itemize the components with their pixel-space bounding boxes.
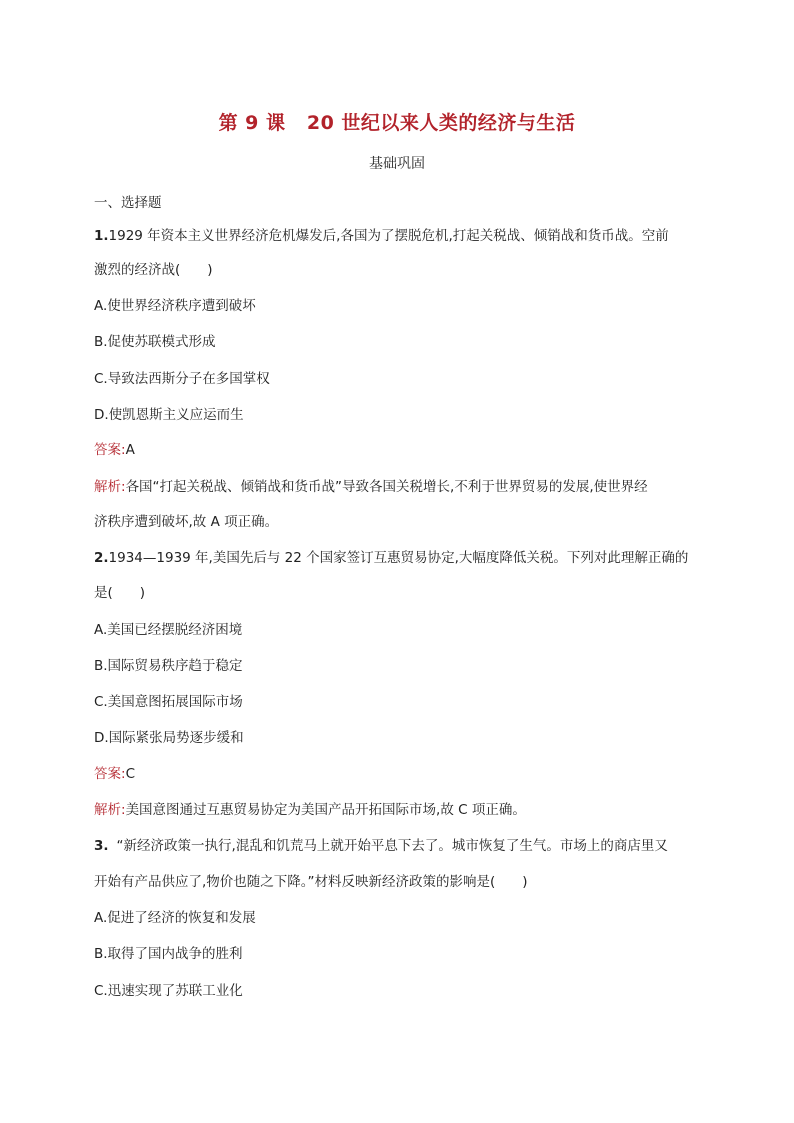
question-1-option-b: B.促使苏联模式形成 bbox=[94, 334, 216, 350]
question-1-analysis-line-2: 济秩序遭到破坏,故 A 项正确。 bbox=[94, 514, 279, 530]
question-3-number: 3. bbox=[94, 838, 109, 854]
question-2-option-b: B.国际贸易秩序趋于稳定 bbox=[94, 658, 243, 674]
question-2-analysis-line-1 bbox=[94, 800, 526, 820]
question-2-option-a: A.美国已经摆脱经济困境 bbox=[94, 622, 243, 638]
question-3-option-c: C.迅速实现了苏联工业化 bbox=[94, 983, 243, 999]
question-1-analysis-line-1 bbox=[94, 477, 648, 497]
question-3-option-b: B.取得了国内战争的胜利 bbox=[94, 946, 243, 962]
question-2-analysis-text-1: 美国意图通过互惠贸易协定为美国产品开拓国际市场,故 C 项正确。 bbox=[125, 802, 526, 818]
question-1-option-d: D.使凯恩斯主义应运而生 bbox=[94, 407, 244, 423]
analysis-label: 解析: bbox=[94, 802, 126, 818]
answer-label: 答案: bbox=[94, 766, 126, 782]
question-3-stem-line-1 bbox=[94, 836, 668, 856]
question-1-number: 1. bbox=[94, 228, 109, 244]
answer-label: 答案: bbox=[94, 442, 126, 458]
question-1-stem-text-1: 1929 年资本主义世界经济危机爆发后,各国为了摆脱危机,打起关税战、倾销战和货币战。空前 bbox=[108, 228, 669, 244]
question-2-stem-text-1: 1934—1939 年,美国先后与 22 个国家签订互惠贸易协定,大幅度降低关税。下列对此理解正确的 bbox=[108, 550, 689, 566]
question-1-option-a: A.使世界经济秩序遭到破坏 bbox=[94, 298, 256, 314]
question-1-analysis-text-1: 各国“打起关税战、倾销战和货币战”导致各国关税增长,不利于世界贸易的发展,使世界经 bbox=[125, 479, 648, 495]
section-subtitle: 基础巩固 bbox=[369, 156, 425, 172]
question-2-option-c: C.美国意图拓展国际市场 bbox=[94, 694, 243, 710]
question-1-answer bbox=[94, 440, 135, 460]
question-1-answer-value: A bbox=[125, 442, 135, 458]
question-2-stem-line-2: 是( ) bbox=[94, 585, 146, 601]
question-2-option-d: D.国际紧张局势逐步缓和 bbox=[94, 730, 244, 746]
question-1-option-c: C.导致法西斯分子在多国掌权 bbox=[94, 371, 270, 387]
section-heading: 一、选择题 bbox=[94, 195, 162, 211]
question-2-answer-value: C bbox=[125, 766, 135, 782]
question-3-option-a: A.促进了经济的恢复和发展 bbox=[94, 910, 256, 926]
question-3-stem-text-1: “新经济政策一执行,混乱和饥荒马上就开始平息下去了。城市恢复了生气。市场上的商店里又 bbox=[116, 838, 668, 854]
question-2-answer bbox=[94, 764, 135, 784]
analysis-label: 解析: bbox=[94, 479, 126, 495]
question-1-stem-line-1 bbox=[94, 226, 669, 246]
question-1-stem-line-2: 激烈的经济战( ) bbox=[94, 262, 213, 278]
question-2-number: 2. bbox=[94, 550, 109, 566]
lesson-title: 第 9 课 20 世纪以来人类的经济与生活 bbox=[218, 112, 576, 134]
question-2-stem-line-1 bbox=[94, 548, 688, 568]
question-3-stem-line-2: 开始有产品供应了,物价也随之下降。”材料反映新经济政策的影响是( ) bbox=[94, 874, 528, 890]
